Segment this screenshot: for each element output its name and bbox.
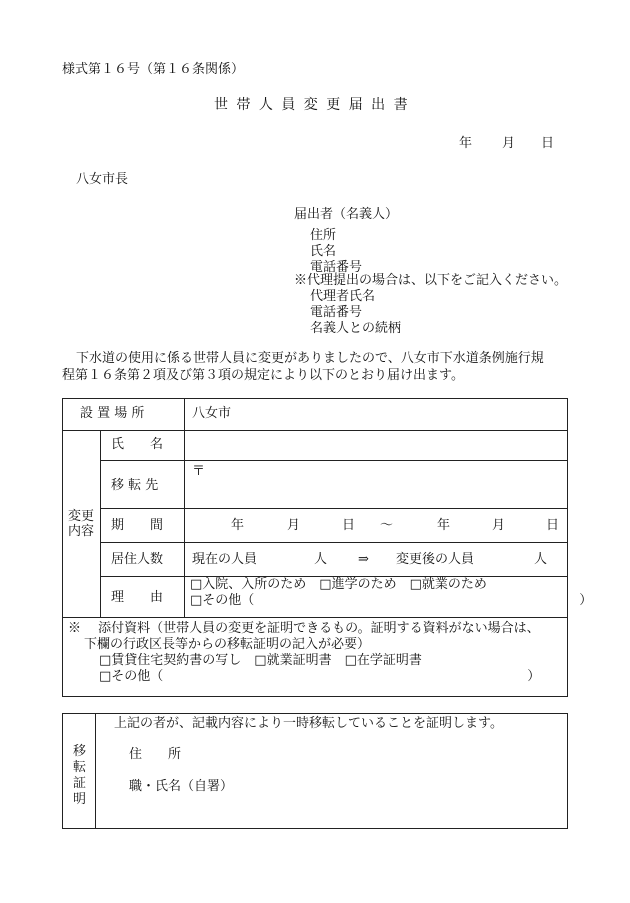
applicant-heading: 届出者（名義人）	[294, 207, 399, 222]
relationship: 名義人との続柄	[310, 321, 402, 336]
period-day-2: 日	[546, 518, 560, 533]
col-divider	[95, 713, 96, 829]
move-destination-label: 移 転 先	[111, 478, 159, 493]
col-divider	[184, 398, 185, 617]
location-label: 設 置 場 所	[80, 406, 145, 421]
period-label: 期 間	[111, 518, 164, 533]
applicant-address: 住所	[310, 228, 337, 243]
attachments-line-2: 下欄の行政区長等からの移転証明の記入が必要）	[84, 637, 371, 652]
form-number: 様式第１６号（第１６条関係）	[62, 62, 245, 77]
location-value: 八女市	[192, 406, 232, 421]
residents-after: 変更後の人員	[396, 552, 475, 567]
row-divider	[100, 508, 568, 509]
reason-options-1[interactable]: □入院、入所のため □進学のため □就業のため	[190, 577, 487, 592]
col-divider	[100, 430, 101, 617]
cert-side-label-1: 移	[73, 744, 87, 759]
date-month: 月	[502, 136, 516, 151]
reason-label: 理 由	[111, 590, 164, 605]
name-label: 氏 名	[111, 437, 164, 452]
cert-side-label-3: 証	[73, 776, 87, 791]
name-field[interactable]	[192, 438, 558, 454]
arrow-icon: ⇒	[358, 552, 369, 567]
proxy-note: ※代理提出の場合は、以下をご記入ください。	[294, 273, 568, 288]
statement-line-2: 程第１６条第２項及び第３項の規定により以下のとおり届け出ます。	[62, 368, 464, 383]
date-year: 年	[459, 136, 473, 151]
residents-label: 居住人数	[111, 552, 164, 567]
row-divider	[62, 617, 568, 618]
cert-text: 上記の者が、記載内容により一時移転していることを証明します。	[114, 716, 503, 731]
attachments-line-1: ※ 添付資料（世帯人員の変更を証明できるもの。証明する資料がない場合は、	[68, 621, 540, 636]
residents-unit-2: 人	[534, 552, 548, 567]
applicant-name: 氏名	[310, 244, 337, 259]
residents-unit-1: 人	[314, 552, 328, 567]
cert-name: 職・氏名（自署）	[129, 779, 234, 794]
row-divider	[62, 430, 568, 431]
postal-mark: 〒	[192, 464, 206, 479]
row-divider	[100, 542, 568, 543]
period-tilde: ～	[380, 518, 394, 533]
period-year-2: 年	[437, 518, 451, 533]
cert-address: 住 所	[129, 747, 182, 762]
cert-side-label-4: 明	[73, 792, 87, 807]
period-month-1: 月	[287, 518, 301, 533]
applicant-phone: 電話番号	[310, 260, 363, 275]
attachments-line-3[interactable]: □賃貸住宅契約書の写し □就業証明書 □在学証明書	[99, 653, 422, 668]
cert-side-label-2: 転	[73, 760, 87, 775]
form-title: 世 帯 人 員 変 更 届 出 書	[214, 97, 410, 113]
period-day-1: 日	[342, 518, 356, 533]
change-label-2: 内容	[68, 524, 95, 539]
attachments-line-4[interactable]: □その他（ ）	[99, 669, 541, 684]
recipient: 八女市長	[76, 172, 129, 187]
date-day: 日	[541, 136, 555, 151]
period-month-2: 月	[492, 518, 506, 533]
row-divider	[100, 460, 568, 461]
period-year-1: 年	[231, 518, 245, 533]
statement-line-1: 下水道の使用に係る世帯人員に変更がありましたので、八女市下水道条例施行規	[76, 351, 544, 366]
proxy-name: 代理者氏名	[310, 289, 376, 304]
reason-options-2[interactable]: □その他（ ）	[190, 593, 593, 608]
residents-current: 現在の人員	[192, 552, 258, 567]
change-label: 変更	[68, 509, 95, 524]
proxy-phone: 電話番号	[310, 305, 363, 320]
